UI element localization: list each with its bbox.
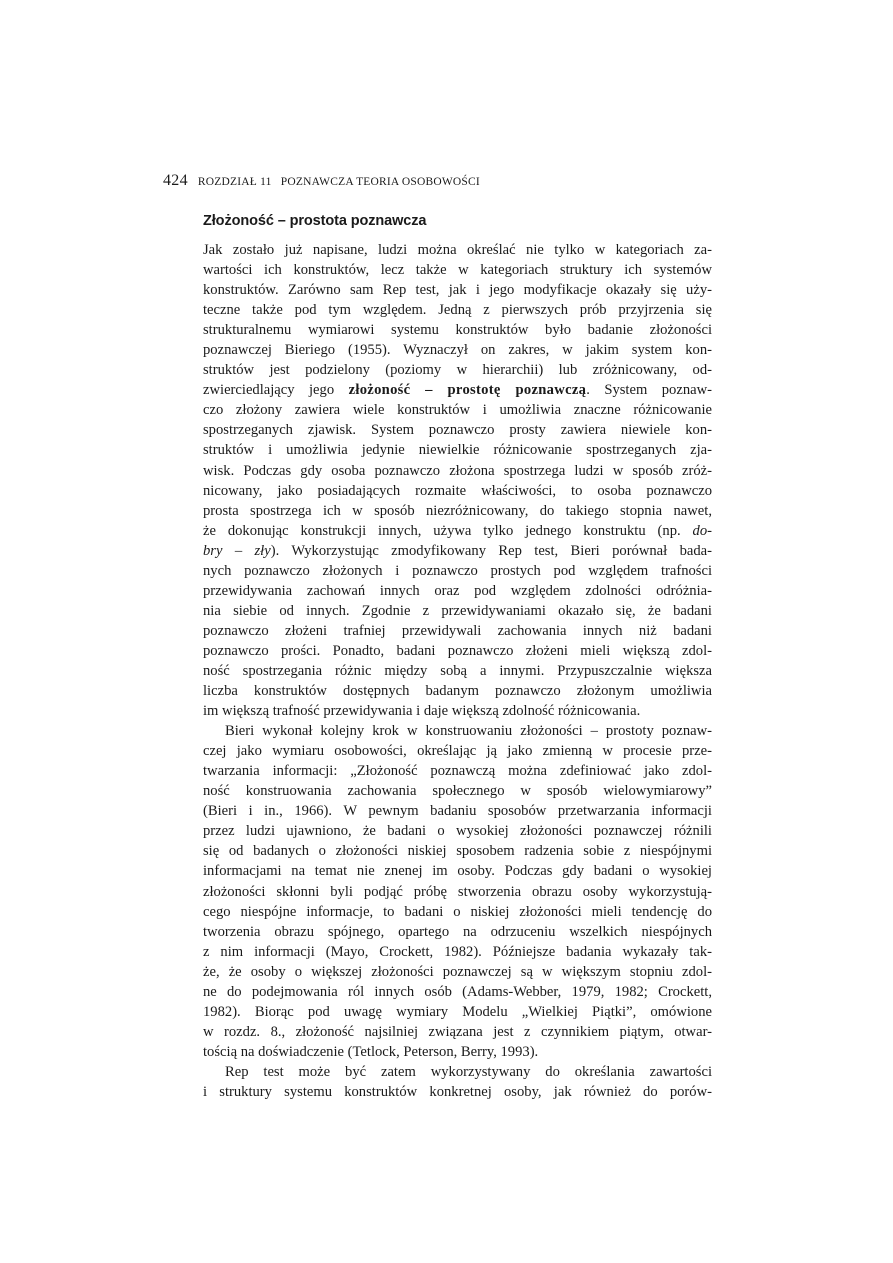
text-line: poznawczo złożeni trafniej przewidywali zachowania innych niż badani xyxy=(203,622,712,639)
text-line: 1982). Biorąc pod uwagę wymiary Modelu „Wielkiej Piątki”, omówione xyxy=(203,1003,712,1020)
text-line: przez ludzi ujawniono, że badani o wysokiej złożoności poznawczej różnili xyxy=(203,823,712,840)
chapter-label: ROZDZIAŁ 11 POZNAWCZA TEORIA OSOBOWOŚCI xyxy=(197,176,480,188)
text-line: ność spostrzegania różnic między sobą a innymi. Przypuszczalnie większa xyxy=(203,662,712,679)
text-line: Jak zostało już napisane, ludzi można określać nie tylko w kategoriach za- xyxy=(203,242,712,258)
text-line: struktów jest podzielony (poziomy w hierarchii) lub zróżnicowany, od- xyxy=(203,362,712,379)
text-line: poznawczej Bieriego (1955). Wyznaczył on zakres, w jakim system kon- xyxy=(203,342,712,359)
text-line: struktów i umożliwia jedynie niewielkie różnicowanie spostrzeganych zja- xyxy=(203,442,712,459)
text-line: twarzania informacji: „Złożoność poznawczą można zdefiniować jako zdol- xyxy=(203,763,712,780)
text-segment: ). Wykorzystując zmodyfikowany Rep test, Bieri porównał bada- xyxy=(270,542,713,559)
text-line: (Bieri i in., 1966). W pewnym badaniu sposobów przetwarzania informacji xyxy=(203,803,712,820)
text-line: ność konstruowania zachowania społecznego w sposób wielowymiarowy” xyxy=(203,783,712,800)
text-line xyxy=(203,380,712,400)
text-line: przewidywania zachowań innych oraz pod względem zdolności odróżnia- xyxy=(203,582,712,599)
paragraph-2 xyxy=(203,721,712,1062)
text-line: ne do podejmowania ról innych osób (Adams-Webber, 1979, 1982; Crockett, xyxy=(203,983,712,1000)
text-line: teczne także pod tym względem. Jedną z pierwszych prób przyjrzenia się xyxy=(203,302,712,319)
text-line: im większą trafność przewidywania i daje większą zdolność różnicowania. xyxy=(203,703,641,720)
text-line: wartości ich konstruktów, lecz także w kategoriach struktury ich systemów xyxy=(203,262,712,279)
text-line: spostrzeganych zjawisk. System poznawczo prosty zawiera niewiele kon- xyxy=(203,422,712,439)
text-line: nicowany, jako posiadających rozmaite właściwości, to osoba poznawczo xyxy=(203,482,712,499)
section-title: Złożoność – prostota poznawcza xyxy=(203,213,427,229)
italic-example: bry – zły xyxy=(203,542,271,559)
text-line: tością na doświadczenie (Tetlock, Peterson, Berry, 1993). xyxy=(203,1043,539,1060)
text-line: informacjami na temat nie znenej im osoby. Podczas gdy badani o wysokiej xyxy=(203,863,712,880)
text-line: tworzenia obrazu spójnego, opartego na odrzuceniu wszelkich niespójnych xyxy=(203,923,712,940)
text-line: się od badanych o złożoności niskiej sposobem radzenia sobie z niespójnymi xyxy=(203,843,712,860)
text-line: złożoności skłonni byli podjąć próbę stworzenia obrazu osoby wykorzystują- xyxy=(203,883,712,900)
text-line: cego niespójne informacje, to badani o niskiej złożoności mieli tendencję do xyxy=(203,903,712,920)
text-segment: że dokonując konstrukcji innych, używa tylko jednego konstruktu (np. xyxy=(203,522,693,539)
text-segment: zwierciedlający jego xyxy=(203,382,349,399)
page-number: 424 xyxy=(163,172,188,189)
text-line: nych poznawczo złożonych i poznawczo prostych pod względem trafności xyxy=(203,562,712,579)
running-head xyxy=(163,172,723,190)
text-line: konstruktów. Zarówno sam Rep test, jak i jego modyfikacje okazały się uży- xyxy=(203,282,712,299)
text-line: prosta spostrzega ich w sposób niezróżnicowany, do takiego stopnia nawet, xyxy=(203,502,712,519)
text-line: w rozdz. 8., złożoność najsilniej związana jest z czynnikiem piątym, otwar- xyxy=(203,1023,712,1040)
text-line: nia siebie od innych. Zgodnie z przewidywaniami okazało się, że badani xyxy=(203,602,712,619)
text-line: że, że osoby o większej złożoności poznawczej są w większym stopniu zdol- xyxy=(203,963,712,980)
text-line: Bieri wykonał kolejny krok w konstruowaniu złożoności – prostoty poznaw- xyxy=(225,723,712,740)
text-line xyxy=(203,521,712,541)
key-term: złożoność – prostotę poznawczą xyxy=(348,382,587,399)
text-line: z nim informacji (Mayo, Crockett, 1982). Późniejsze badania wykazały tak- xyxy=(203,943,712,960)
body-text xyxy=(203,240,712,1102)
text-segment: . System poznaw- xyxy=(586,382,712,399)
text-line: wisk. Podczas gdy osoba poznawczo złożona spostrzega ludzi w sposób zróż- xyxy=(203,462,712,479)
italic-example: do- xyxy=(692,522,712,539)
text-line: Rep test może być zatem wykorzystywany do określania zawartości xyxy=(225,1063,712,1080)
text-line: liczba konstruktów dostępnych badanym poznawczo złożonym umożliwia xyxy=(203,683,712,700)
text-line: czo złożony zawiera wiele konstruktów i umożliwia znaczne różnicowanie xyxy=(203,402,712,419)
text-line: i struktury systemu konstruktów konkretnej osoby, jak również do porów- xyxy=(203,1083,712,1100)
paragraph-3 xyxy=(203,1062,712,1102)
text-line xyxy=(203,541,712,561)
text-line: strukturalnemu wymiarowi systemu konstruktów było badanie złożoności xyxy=(203,322,712,339)
text-line: czej jako wymiaru osobowości, określając ją jako zmienną w procesie prze- xyxy=(203,743,712,760)
text-line: poznawczo prości. Ponadto, badani poznawczo złożeni mieli większą zdol- xyxy=(203,642,712,659)
paragraph-1 xyxy=(203,240,712,721)
